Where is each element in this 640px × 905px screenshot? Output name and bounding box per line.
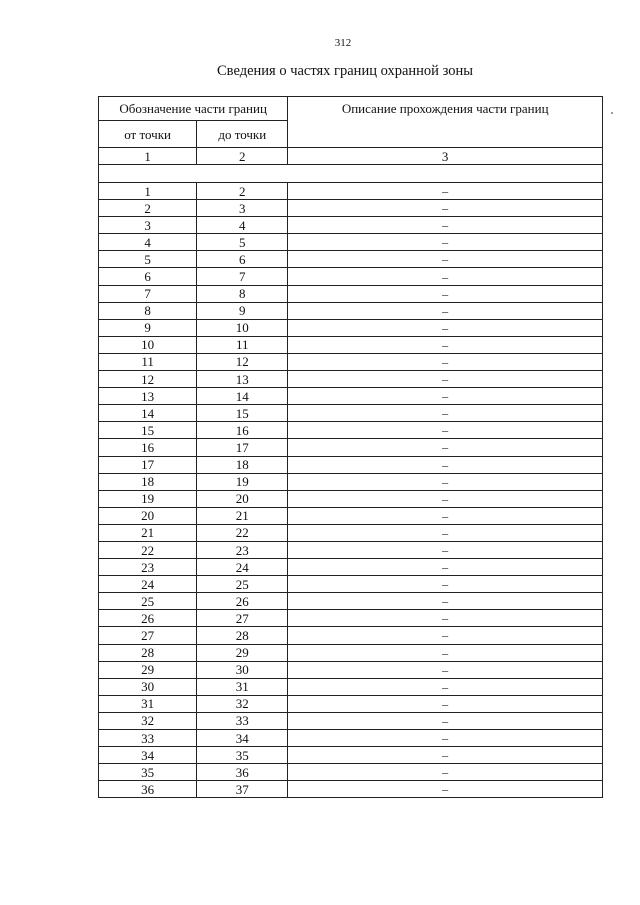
table-row: [99, 610, 603, 627]
description-cell: –: [288, 678, 603, 695]
description-cell: –: [288, 388, 603, 405]
table-row: [99, 576, 603, 593]
from-point-cell: 31: [99, 695, 197, 712]
from-point-cell: 14: [99, 405, 197, 422]
from-point-cell: 15: [99, 422, 197, 439]
from-point-cell: 11: [99, 353, 197, 370]
from-point-cell: 17: [99, 456, 197, 473]
description-cell: –: [288, 353, 603, 370]
to-point-cell: 20: [197, 490, 288, 507]
page-number: 312: [334, 37, 352, 49]
to-point-header: до точки: [197, 121, 288, 148]
to-point-cell: 25: [197, 576, 288, 593]
description-cell: –: [288, 712, 603, 729]
from-point-cell: 29: [99, 661, 197, 678]
table-row: [99, 730, 603, 747]
from-point-cell: 21: [99, 524, 197, 541]
to-point-cell: 17: [197, 439, 288, 456]
to-point-cell: 34: [197, 730, 288, 747]
to-point-cell: 28: [197, 627, 288, 644]
to-point-cell: 13: [197, 371, 288, 388]
boundary-parts-table: [98, 96, 603, 798]
table-row: [99, 217, 603, 234]
from-point-cell: 35: [99, 764, 197, 781]
from-point-cell: 24: [99, 576, 197, 593]
to-point-cell: 6: [197, 251, 288, 268]
description-cell: –: [288, 507, 603, 524]
to-point-cell: 7: [197, 268, 288, 285]
description-cell: –: [288, 490, 603, 507]
description-cell: –: [288, 456, 603, 473]
to-point-cell: 3: [197, 200, 288, 217]
table-row: [99, 695, 603, 712]
description-cell: –: [288, 183, 603, 200]
from-point-header: от точки: [99, 121, 197, 148]
from-point-cell: 3: [99, 217, 197, 234]
to-point-cell: 31: [197, 678, 288, 695]
description-cell: –: [288, 268, 603, 285]
to-point-cell: 16: [197, 422, 288, 439]
table-row: [99, 268, 603, 285]
table-row: [99, 285, 603, 302]
table-row: [99, 712, 603, 729]
to-point-cell: 21: [197, 507, 288, 524]
description-cell: –: [288, 319, 603, 336]
table-row: [99, 405, 603, 422]
table-row: [99, 507, 603, 524]
table-row: [99, 490, 603, 507]
table-row: [99, 319, 603, 336]
scan-speck: [611, 112, 613, 114]
from-point-cell: 1: [99, 183, 197, 200]
table-row: [99, 781, 603, 798]
description-cell: –: [288, 422, 603, 439]
description-cell: –: [288, 764, 603, 781]
to-point-cell: 8: [197, 285, 288, 302]
to-point-cell: 11: [197, 336, 288, 353]
to-point-cell: 30: [197, 661, 288, 678]
description-cell: –: [288, 371, 603, 388]
description-cell: –: [288, 251, 603, 268]
description-cell: –: [288, 234, 603, 251]
table-row: [99, 439, 603, 456]
table-row: [99, 764, 603, 781]
table-row: [99, 200, 603, 217]
description-cell: –: [288, 541, 603, 558]
section-row: [99, 165, 603, 183]
boundary-designation-header: Обозначение части границ: [99, 97, 288, 121]
description-cell: –: [288, 661, 603, 678]
to-point-cell: 32: [197, 695, 288, 712]
description-cell: –: [288, 730, 603, 747]
from-point-cell: 18: [99, 473, 197, 490]
boundary-description-header: Описание прохождения части границ: [288, 97, 603, 148]
to-point-cell: 24: [197, 559, 288, 576]
from-point-cell: 20: [99, 507, 197, 524]
table-row: [99, 251, 603, 268]
from-point-cell: 26: [99, 610, 197, 627]
table-row: [99, 747, 603, 764]
from-point-cell: 16: [99, 439, 197, 456]
table-row: [99, 559, 603, 576]
to-point-cell: 15: [197, 405, 288, 422]
to-point-cell: 26: [197, 593, 288, 610]
to-point-cell: 37: [197, 781, 288, 798]
description-cell: –: [288, 576, 603, 593]
from-point-cell: 4: [99, 234, 197, 251]
to-point-cell: 4: [197, 217, 288, 234]
description-cell: –: [288, 439, 603, 456]
from-point-cell: 12: [99, 371, 197, 388]
to-point-cell: 23: [197, 541, 288, 558]
table-row: [99, 422, 603, 439]
description-cell: –: [288, 285, 603, 302]
from-point-cell: 5: [99, 251, 197, 268]
to-point-cell: 27: [197, 610, 288, 627]
table-row: [99, 644, 603, 661]
description-cell: –: [288, 200, 603, 217]
description-cell: –: [288, 593, 603, 610]
description-cell: –: [288, 610, 603, 627]
from-point-cell: 30: [99, 678, 197, 695]
from-point-cell: 8: [99, 302, 197, 319]
table-row: [99, 473, 603, 490]
to-point-cell: 35: [197, 747, 288, 764]
description-cell: –: [288, 644, 603, 661]
table-row: [99, 388, 603, 405]
description-cell: –: [288, 781, 603, 798]
to-point-cell: 18: [197, 456, 288, 473]
table-row: [99, 524, 603, 541]
description-cell: –: [288, 695, 603, 712]
from-point-cell: 2: [99, 200, 197, 217]
from-point-cell: 7: [99, 285, 197, 302]
from-point-cell: 9: [99, 319, 197, 336]
from-point-cell: 34: [99, 747, 197, 764]
from-point-cell: 19: [99, 490, 197, 507]
from-point-cell: 23: [99, 559, 197, 576]
from-point-cell: 22: [99, 541, 197, 558]
table-row: [99, 593, 603, 610]
table-row: [99, 456, 603, 473]
description-cell: –: [288, 627, 603, 644]
column-number-1: 1: [99, 148, 197, 165]
to-point-cell: 2: [197, 183, 288, 200]
table-body: [99, 183, 603, 798]
from-point-cell: 13: [99, 388, 197, 405]
from-point-cell: 33: [99, 730, 197, 747]
description-cell: –: [288, 524, 603, 541]
from-point-cell: 6: [99, 268, 197, 285]
to-point-cell: 36: [197, 764, 288, 781]
table-row: [99, 371, 603, 388]
to-point-cell: 10: [197, 319, 288, 336]
table-row: [99, 302, 603, 319]
to-point-cell: 33: [197, 712, 288, 729]
column-number-2: 2: [197, 148, 288, 165]
description-cell: –: [288, 405, 603, 422]
from-point-cell: 32: [99, 712, 197, 729]
to-point-cell: 14: [197, 388, 288, 405]
description-cell: –: [288, 473, 603, 490]
document-title: Сведения о частях границ охранной зоны: [217, 63, 473, 79]
to-point-cell: 29: [197, 644, 288, 661]
table-row: [99, 353, 603, 370]
description-cell: –: [288, 336, 603, 353]
to-point-cell: 5: [197, 234, 288, 251]
table-row: [99, 627, 603, 644]
table-row: [99, 678, 603, 695]
from-point-cell: 10: [99, 336, 197, 353]
to-point-cell: 22: [197, 524, 288, 541]
to-point-cell: 9: [197, 302, 288, 319]
description-cell: –: [288, 302, 603, 319]
to-point-cell: 12: [197, 353, 288, 370]
column-number-3: 3: [288, 148, 603, 165]
table-row: [99, 541, 603, 558]
description-cell: –: [288, 559, 603, 576]
table-row: [99, 336, 603, 353]
from-point-cell: 25: [99, 593, 197, 610]
to-point-cell: 19: [197, 473, 288, 490]
from-point-cell: 28: [99, 644, 197, 661]
description-cell: –: [288, 747, 603, 764]
table-row: [99, 183, 603, 200]
description-cell: –: [288, 217, 603, 234]
from-point-cell: 36: [99, 781, 197, 798]
table-row: [99, 234, 603, 251]
table-row: [99, 661, 603, 678]
from-point-cell: 27: [99, 627, 197, 644]
